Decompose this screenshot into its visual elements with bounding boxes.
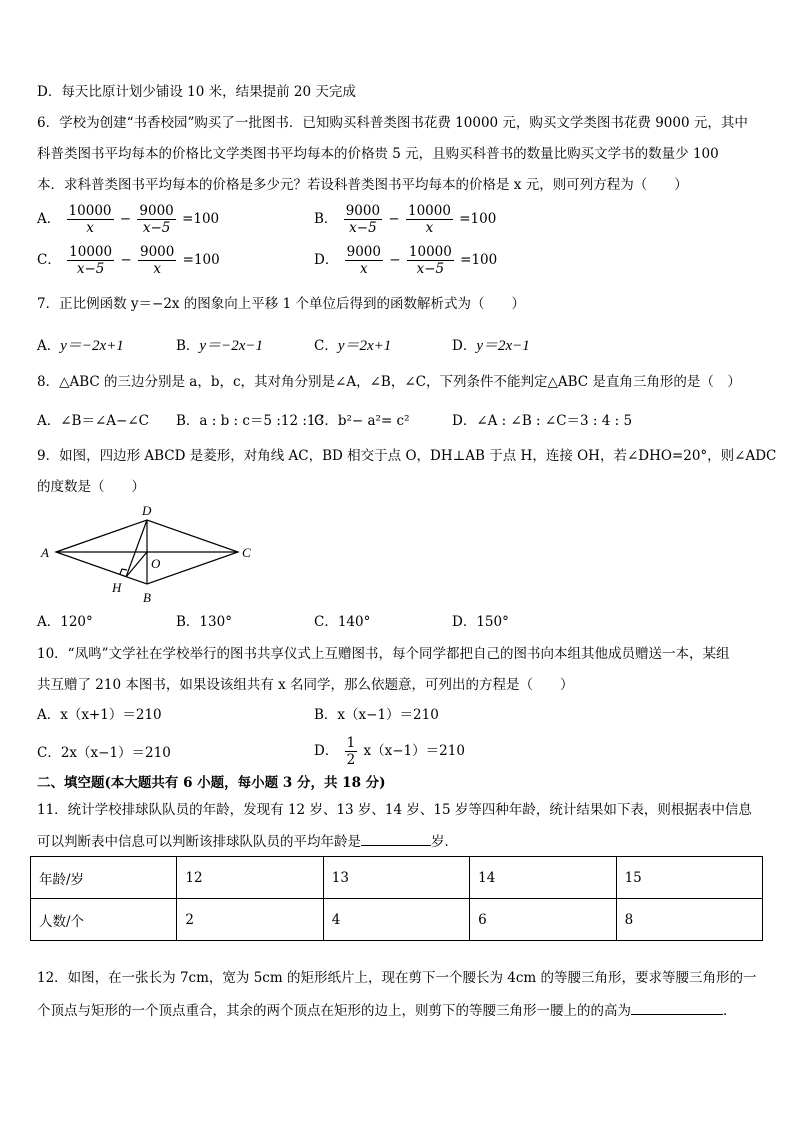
numerator: 10000 [68, 203, 112, 219]
q9-option-d: D．150° [452, 614, 509, 630]
denominator: x [425, 220, 434, 236]
label-h: H [112, 580, 122, 595]
table-cell: 4 [323, 899, 469, 941]
section-2-heading: 二、填空题(本大题共有 6 小题，每小题 3 分，共 18 分) [37, 775, 386, 791]
denominator: x−5 [76, 261, 105, 277]
option-d-prev: D．每天比原计划少铺设 10 米，结果提前 20 天完成 [37, 84, 356, 100]
fraction-one-half [345, 735, 358, 768]
minus-sign: − [119, 211, 132, 227]
q8-option-c: C．b²− a²= c² [314, 413, 410, 429]
question-text: 岁． [431, 834, 458, 850]
table-row [31, 857, 763, 899]
q8-option-b: B．a : b : c＝5 :12 :13 [176, 413, 325, 429]
equation-rhs: =100 [460, 252, 498, 268]
fraction [345, 244, 383, 277]
q10-option-b: B．x（x−1）＝210 [314, 707, 439, 723]
option-expression: y＝−2x+1 [60, 338, 124, 354]
q6-option-d [314, 244, 497, 277]
table-cell: 12 [177, 857, 323, 899]
option-expression: y＝2x−1 [476, 338, 530, 354]
table-cell: 15 [616, 857, 762, 899]
question-9-line-2: 的度数是（ ） [37, 479, 145, 495]
numerator: 10000 [408, 244, 452, 260]
numerator: 9000 [346, 244, 381, 260]
q10-option-a: A．x（x+1）＝210 [37, 707, 162, 723]
option-label: D． [452, 338, 477, 354]
denominator: 2 [346, 752, 356, 768]
denominator: x [86, 220, 94, 236]
right-angle-mark [120, 569, 127, 574]
question-12-line-1: 12．如图，在一张长为 7cm，宽为 5cm 的矩形纸片上，现在剪下一个腰长为 4cm 的等腰三角形，要求等腰三角形的一 [37, 970, 757, 986]
question-6-line-3: 本．求科普类图书平均每本的价格是多少元？若设科普类图书平均每本的价格是 x 元，则可列方程为（ ） [37, 177, 688, 193]
table-cell: 2 [177, 899, 323, 941]
q6-option-c [37, 244, 220, 277]
q6-option-a [37, 203, 219, 236]
table-cell: 14 [470, 857, 616, 899]
option-label: A． [37, 338, 61, 354]
segment-oh [126, 552, 147, 577]
q7-option-a [37, 337, 124, 355]
minus-sign: − [388, 211, 400, 227]
fraction [406, 203, 453, 236]
option-expression: y＝2x+1 [337, 338, 392, 354]
equation-rhs: =100 [459, 211, 497, 227]
minus-sign: − [389, 252, 401, 268]
q10-option-d [314, 735, 465, 768]
table-cell: 6 [470, 899, 616, 941]
question-7: 7．正比例函数 y＝−2x 的图象向上平移 1 个单位后得到的函数解析式为（ ） [37, 296, 525, 312]
question-6-line-1: 6．学校为创建“书香校园”购买了一批图书．已知购买科普类图书花费 10000 元，购买文学类图书花费 9000 元，其中 [37, 115, 748, 131]
q7-option-d [452, 337, 530, 355]
denominator: x−5 [142, 220, 171, 236]
label-o: O [151, 556, 161, 571]
numerator: 9000 [139, 203, 174, 219]
denominator: x−5 [416, 261, 445, 277]
q10-option-c: C．2x（x−1）＝210 [37, 745, 171, 761]
rhombus-figure [36, 502, 266, 607]
q7-option-c [314, 337, 391, 355]
q6-option-b [314, 203, 496, 236]
option-label: D． [314, 252, 339, 268]
fraction [137, 203, 175, 236]
minus-sign: − [120, 252, 132, 268]
question-text: 可以判断表中信息可以判断该排球队队员的平均年龄是 [37, 834, 361, 850]
numerator: 10000 [407, 203, 451, 219]
denominator: x [153, 261, 161, 277]
question-11-line-1: 11．统计学校排球队队员的年龄，发现有 12 岁、13 岁、14 岁、15 岁等四种年龄，统计结果如下表，则根据表中信息 [37, 802, 752, 818]
option-expression: y＝−2x−1 [199, 338, 263, 354]
q7-option-b [176, 337, 263, 355]
label-d: D [142, 503, 152, 518]
fraction [67, 203, 114, 236]
label-a: A [41, 545, 49, 560]
numerator: 10000 [69, 244, 113, 260]
option-expression: x（x−1）＝210 [363, 743, 465, 759]
fraction [138, 244, 176, 277]
q9-option-b: B．130° [176, 614, 232, 630]
segment-dh [126, 520, 147, 577]
option-label: A． [37, 211, 61, 227]
denominator: x−5 [349, 220, 377, 236]
age-count-table [30, 856, 763, 941]
equation-rhs: =100 [182, 211, 220, 227]
numerator: 9000 [345, 203, 381, 219]
option-label: C． [314, 338, 338, 354]
table-cell: 年龄/岁 [31, 857, 177, 899]
q9-option-a: A．120° [37, 614, 93, 630]
question-9-line-1: 9．如图，四边形 ABCD 是菱形，对角线 AC，BD 相交于点 O，DH⊥AB 于点 H，连接 OH，若∠DHO=20°，则∠ADC [37, 448, 777, 464]
numerator: 1 [346, 735, 356, 751]
table-cell: 13 [323, 857, 469, 899]
equation-rhs: =100 [182, 252, 220, 268]
option-label: D． [314, 743, 339, 759]
option-label: B． [176, 338, 200, 354]
answer-blank[interactable] [631, 1000, 723, 1015]
fraction [67, 244, 114, 277]
table-cell: 人数/个 [31, 899, 177, 941]
table-cell: 8 [616, 899, 762, 941]
question-text: 个顶点与矩形的一个顶点重合，其余的两个顶点在矩形的边上，则剪下的等腰三角形一腰上的的高为 [37, 1003, 631, 1019]
question-12-line-2 [37, 1000, 737, 1020]
denominator: x [359, 261, 368, 277]
fraction [344, 203, 382, 236]
q9-option-c: C．140° [314, 614, 371, 630]
question-text: ． [723, 1003, 737, 1019]
answer-blank[interactable] [361, 831, 431, 846]
numerator: 9000 [140, 244, 175, 260]
q8-option-d: D．∠A : ∠B : ∠C＝3 : 4 : 5 [452, 413, 633, 429]
question-8: 8．△ABC 的三边分别是 a，b，c，其对角分别是∠A，∠B，∠C，下列条件不能判定△ABC 是直角三角形的是（ ） [37, 374, 741, 390]
question-11-line-2 [37, 831, 458, 851]
question-6-line-2: 科普类图书平均每本的价格比文学类图书平均每本的价格贵 5 元，且购买科普书的数量比购买文学书的数量少 100 [37, 146, 719, 162]
question-10-line-1: 10．“凤鸣”文学社在学校举行的图书共享仪式上互赠图书，每个同学都把自己的图书向本组其他成员赠送一本，某组 [37, 646, 730, 662]
question-10-line-2: 共互赠了 210 本图书，如果设该组共有 x 名同学，那么依题意，可列出的方程是（ ） [37, 677, 574, 693]
option-label: C． [37, 252, 61, 268]
q8-option-a: A．∠B＝∠A−∠C [37, 413, 149, 429]
label-c: C [242, 545, 251, 560]
label-b: B [143, 590, 151, 605]
table-row [31, 899, 763, 941]
option-label: B． [314, 211, 338, 227]
fraction [407, 244, 454, 277]
